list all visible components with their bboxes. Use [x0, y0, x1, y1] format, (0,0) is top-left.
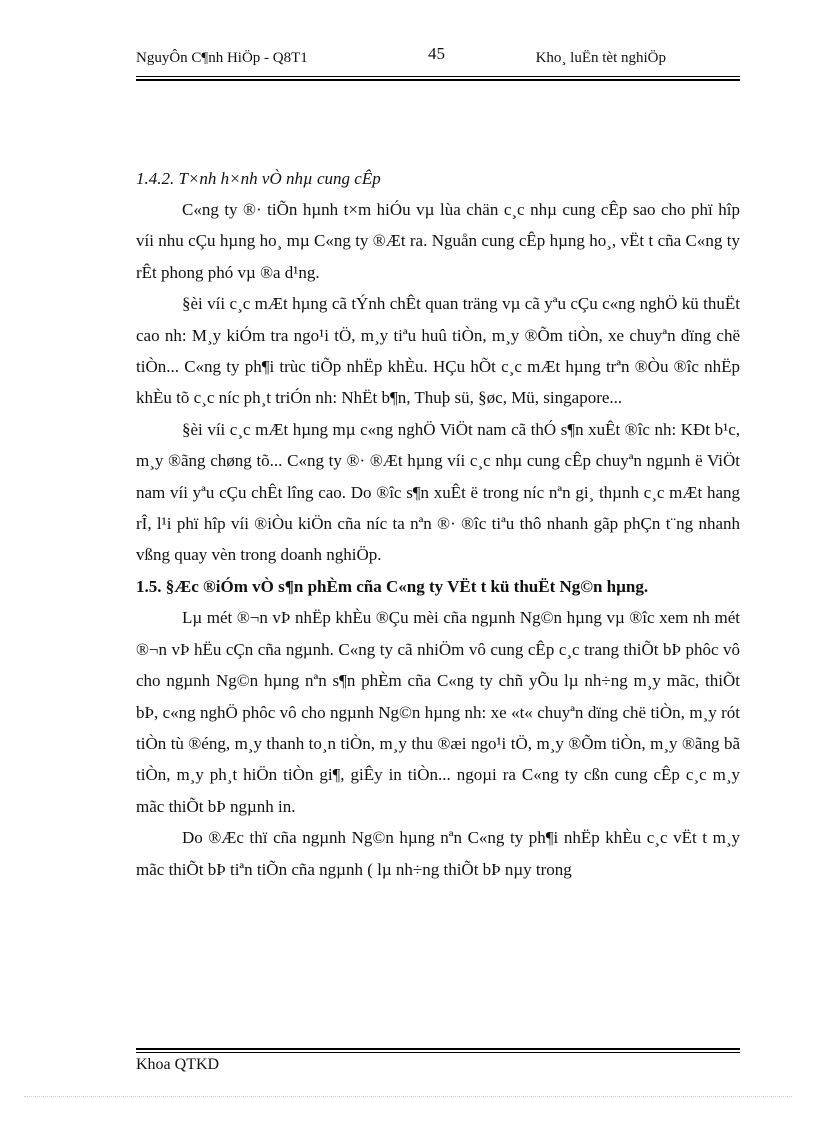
header-rule-thick — [136, 79, 740, 81]
paragraph: C«ng ty ®· tiÕn hµnh t×m hiÓu vµ lùa chän c¸c nhµ cung cÊp sao cho phï hîp víi nhu cÇu hµng ho¸ mµ C«ng ty ®Æt ra. Nguån cung cÊp hµng ho¸, vËt t cña C«ng ty rÊt phong phó vµ ®a d¹ng. — [136, 200, 740, 282]
paragraph: §èi víi c¸c mÆt hµng cã tÝnh chÊt quan träng vµ cã yªu cÇu c«ng nghÖ kü thuËt cao nh: M¸y kiÓm tra ngo¹i tÖ, m¸y tiªu huû tiÒn, m¸y ®Õm tiÒn, xe chuyªn dïng chë tiÒn... C«ng ty ph¶i trùc tiÕp nhËp khÈu. HÇu hÕt c¸c mÆt hµng trªn ®Òu ®îc nhËp khÈu tõ c¸c níc ph¸t triÓn nh: NhËt b¶n, Thuþ sü, §øc, Mü, singapore... — [136, 294, 740, 408]
paragraph: Do ®Æc thï cña ngµnh Ng©n hµng nªn C«ng ty ph¶i nhËp khÈu c¸c vËt t m¸y mãc thiÕt bÞ tiªn tiÕn cña ngµnh ( lµ nh÷ng thiÕt bÞ nµy trong — [136, 828, 740, 879]
footer-label: Khoa QTKD — [136, 1056, 220, 1073]
paragraph: Lµ mét ®¬n vÞ nhËp khÈu ®Çu mèi cña ngµnh Ng©n hµng vµ ®îc xem nh mét ®¬n vÞ hËu cÇn cña ngµnh. C«ng ty cã nhiÖm vô cung cÊp c¸c trang thiÕt bÞ phôc vô cho ngµnh Ng©n hµng nªn s¶n phÈm cña C«ng ty chñ yÕu lµ nh÷ng m¸y mãc, thiÕt bÞ, c«ng nghÖ phôc vô cho ngµnh Ng©n hµng nh: xe «t« chuyªn dïng chë tiÒn, m¸y rót tiÒn tù ®éng, m¸y thanh to¸n tiÒn, m¸y thu ®æi ngo¹i tÖ, m¸y ®Õm tiÒn, m¸y ®ãng bã tiÒn, m¸y ph¸t hiÖn tiÒn gi¶, giÊy in tiÒn... ngoµi ra C«ng ty cßn cung cÊp c¸c m¸y mãc thiÕt bÞ ngµnh in. — [136, 608, 740, 816]
page-header — [136, 44, 740, 74]
header-document-type: Kho¸ luËn tèt nghiÖp — [535, 50, 666, 66]
header-rule-thin — [136, 76, 740, 77]
section-heading: 1.5. §Æc ®iÓm vÒ s¶n phÈm cña C«ng ty VËt t kü thuËt Ng©n hµng. — [136, 576, 649, 596]
document-body — [136, 163, 740, 885]
footer-rule-thick — [136, 1048, 740, 1050]
paragraph: §èi víi c¸c mÆt hµng mµ c«ng nghÖ ViÖt nam cã thÓ s¶n xuÊt ®îc nh: KÐt b¹c, m¸y ®ãng chøng tõ... C«ng ty ®· ®Æt hµng víi c¸c nhµ cung cÊp chuyªn ngµnh ë ViÖt nam víi yªu cÇu chÊt lîng cao. Do ®îc s¶n xuÊt ë trong níc nªn gi¸ thµnh c¸c mÆt hang rÎ, l¹i phï hîp víi ®iÒu kiÖn cña níc ta nªn ®· ®îc tiªu thô nhanh gãp phÇn t¨ng nhanh vßng quay vèn trong doanh nghiÖp. — [136, 419, 740, 565]
subsection-heading: 1.4.2. T×nh h×nh vÒ nhµ cung cÊp — [136, 169, 381, 188]
page-number: 45 — [428, 44, 445, 63]
header-author: NguyÔn C¶nh HiÖp - Q8T1 — [136, 50, 308, 66]
footer-rule-thin — [136, 1052, 740, 1053]
page-boundary-line — [24, 1096, 792, 1097]
